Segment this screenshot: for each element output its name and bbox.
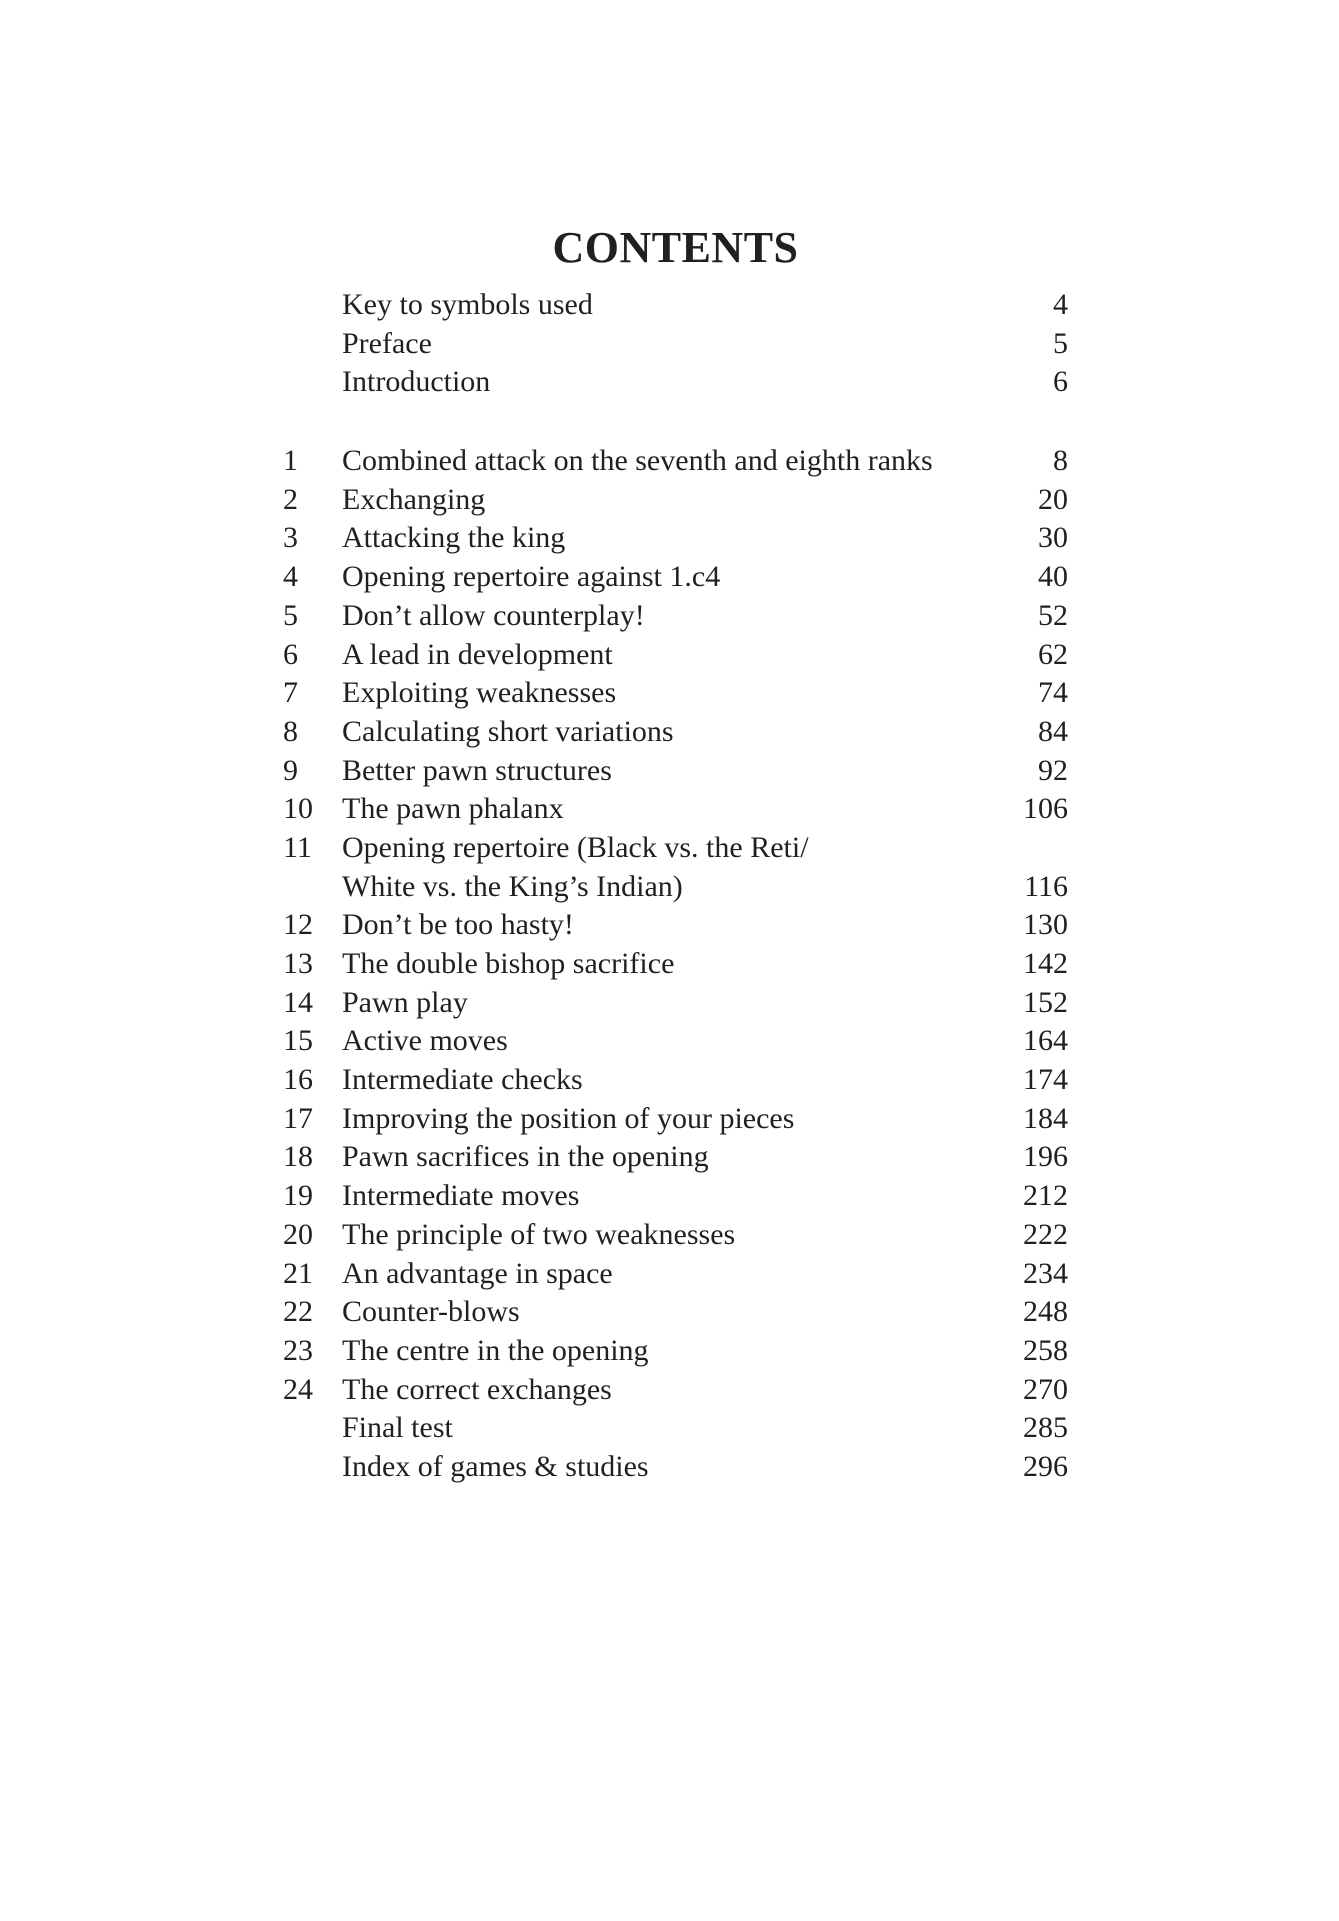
toc-row	[283, 829, 1068, 868]
toc-row	[283, 752, 1068, 791]
toc-row	[283, 1255, 1068, 1294]
page-number: 4	[1053, 288, 1068, 321]
chapter-title: Don’t allow counterplay!	[342, 598, 645, 632]
chapter-title: Index of games & studies	[342, 1449, 649, 1483]
page-number: 248	[1023, 1295, 1068, 1329]
chapter-number: 11	[283, 830, 312, 864]
page-number: 30	[1038, 521, 1068, 555]
toc-row	[283, 1022, 1068, 1061]
chapter-title: Pawn sacrifices in the opening	[342, 1140, 709, 1174]
page-number: 234	[1023, 1256, 1068, 1290]
chapter-number: 2	[283, 482, 298, 516]
page-number: 20	[1038, 482, 1068, 516]
page-number: 142	[1023, 947, 1068, 980]
chapter-title: The centre in the opening	[342, 1333, 649, 1367]
chapter-number: 21	[283, 1256, 313, 1290]
chapter-number: 13	[283, 947, 313, 980]
chapter-title: Final test	[342, 1411, 453, 1445]
page-number: 164	[1023, 1024, 1068, 1058]
chapter-title: Key to symbols used	[342, 288, 593, 321]
chapter-number: 22	[283, 1295, 313, 1329]
page-number: 270	[1023, 1372, 1068, 1406]
chapter-title: Intermediate checks	[342, 1063, 583, 1097]
toc-row	[283, 1293, 1068, 1332]
toc-row	[283, 325, 1068, 364]
chapter-title: A lead in development	[342, 637, 613, 671]
page-number: 5	[1053, 326, 1068, 360]
page-number: 74	[1038, 676, 1068, 710]
chapter-title: White vs. the King’s Indian)	[342, 869, 683, 903]
toc-row	[283, 442, 1068, 481]
chapter-number: 3	[283, 521, 298, 555]
page-number: 8	[1053, 444, 1068, 478]
page-number: 152	[1023, 985, 1068, 1019]
table-of-contents	[283, 286, 1068, 1487]
chapter-number: 7	[283, 676, 298, 710]
page-number: 212	[1023, 1179, 1068, 1213]
page-number: 174	[1023, 1063, 1068, 1097]
toc-row	[283, 984, 1068, 1023]
toc-row	[283, 1332, 1068, 1371]
toc-row	[283, 906, 1068, 945]
page-number: 184	[1023, 1101, 1068, 1135]
toc-row	[283, 674, 1068, 713]
chapter-number: 15	[283, 1024, 313, 1058]
toc-row	[283, 1448, 1068, 1487]
page-number: 106	[1023, 792, 1068, 826]
page-number: 62	[1038, 637, 1068, 671]
page-title: CONTENTS	[552, 223, 799, 273]
chapter-number: 1	[283, 444, 298, 478]
chapter-number: 20	[283, 1217, 313, 1251]
chapter-number: 10	[283, 792, 313, 826]
page-number: 296	[1023, 1449, 1068, 1483]
chapter-title: Intermediate moves	[342, 1179, 580, 1213]
chapter-title: Calculating short variations	[342, 714, 674, 748]
chapter-number: 23	[283, 1333, 313, 1367]
page-number: 285	[1023, 1411, 1068, 1445]
chapter-title: Improving the position of your pieces	[342, 1101, 795, 1135]
chapter-title: Attacking the king	[342, 521, 566, 555]
toc-row	[283, 481, 1068, 520]
chapter-title: Counter-blows	[342, 1295, 520, 1329]
toc-row	[283, 868, 1068, 907]
chapter-title: Preface	[342, 326, 432, 360]
toc-row	[283, 1138, 1068, 1177]
chapter-title: Don’t be too hasty!	[342, 908, 574, 942]
toc-row	[283, 363, 1068, 402]
chapter-title: Opening repertoire (Black vs. the Reti/	[342, 830, 809, 864]
page-number: 116	[1024, 869, 1068, 903]
chapter-number: 12	[283, 908, 313, 942]
page-number: 196	[1023, 1140, 1068, 1174]
chapter-number: 16	[283, 1063, 313, 1097]
toc-row	[283, 1409, 1068, 1448]
page-number: 6	[1053, 365, 1068, 399]
chapter-number: 4	[283, 560, 298, 594]
toc-row	[283, 1371, 1068, 1410]
page-number: 222	[1023, 1217, 1068, 1251]
toc-row	[283, 286, 1068, 325]
chapter-title: The correct exchanges	[342, 1372, 612, 1406]
chapter-title: Combined attack on the seventh and eighth ranks	[342, 444, 933, 478]
chapter-number: 6	[283, 637, 298, 671]
page-number: 40	[1038, 560, 1068, 594]
page-number: 130	[1023, 908, 1068, 942]
toc-row	[283, 1177, 1068, 1216]
toc-row	[283, 1100, 1068, 1139]
chapter-number: 8	[283, 714, 298, 748]
toc-row	[283, 790, 1068, 829]
toc-row	[283, 1061, 1068, 1100]
toc-row	[283, 945, 1068, 984]
chapter-title: Exploiting weaknesses	[342, 676, 617, 710]
chapter-title: The principle of two weaknesses	[342, 1217, 736, 1251]
chapter-number: 14	[283, 985, 313, 1019]
chapter-title: The double bishop sacrifice	[342, 947, 675, 980]
chapter-title: Exchanging	[342, 482, 486, 516]
page-number: 92	[1038, 753, 1068, 787]
page-number: 52	[1038, 598, 1068, 632]
chapter-title: An advantage in space	[342, 1256, 613, 1290]
chapter-number: 17	[283, 1101, 313, 1135]
page-number: 258	[1023, 1333, 1068, 1367]
chapter-title: The pawn phalanx	[342, 792, 564, 826]
chapter-title: Active moves	[342, 1024, 508, 1058]
chapter-title: Pawn play	[342, 985, 468, 1019]
chapter-number: 19	[283, 1179, 313, 1213]
chapter-title: Introduction	[342, 365, 491, 399]
chapter-title: Better pawn structures	[342, 753, 612, 787]
toc-row	[283, 1216, 1068, 1255]
toc-section-gap	[283, 402, 1068, 442]
toc-row	[283, 519, 1068, 558]
toc-row	[283, 558, 1068, 597]
page-number: 84	[1038, 714, 1068, 748]
toc-row	[283, 636, 1068, 675]
chapter-number: 5	[283, 598, 298, 632]
chapter-title: Opening repertoire against 1.c4	[342, 560, 721, 594]
toc-row	[283, 597, 1068, 636]
chapter-number: 9	[283, 753, 298, 787]
chapter-number: 24	[283, 1372, 313, 1406]
toc-row	[283, 713, 1068, 752]
chapter-number: 18	[283, 1140, 313, 1174]
